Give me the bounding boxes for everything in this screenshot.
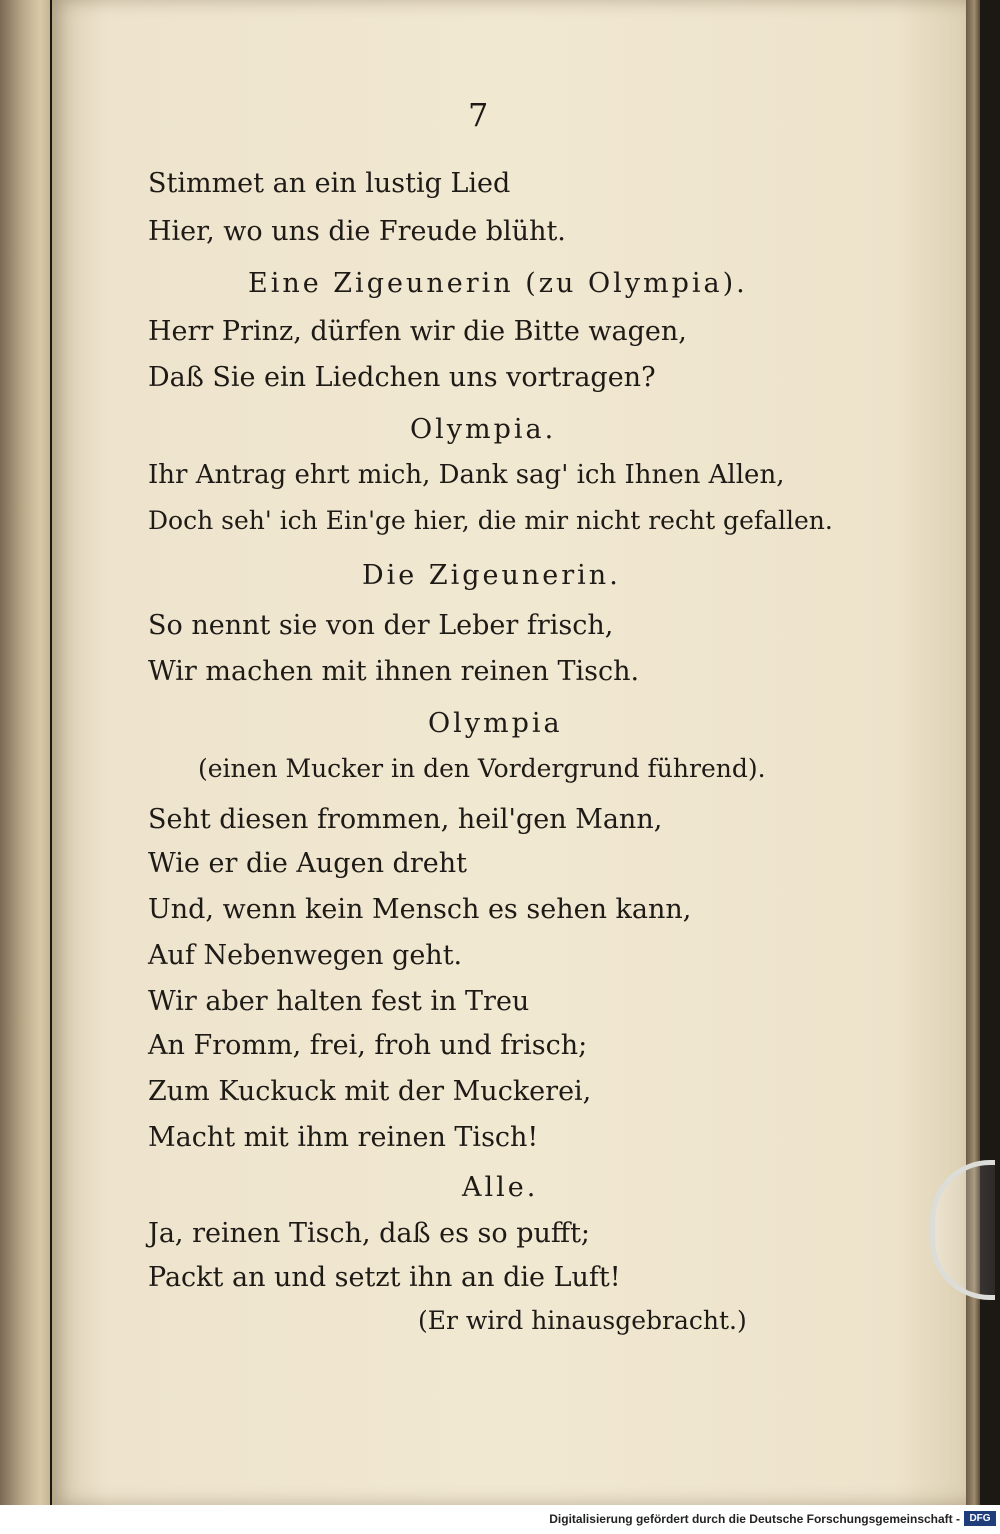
verse-line: Wir machen mit ihnen reinen Tisch. [148, 656, 640, 687]
dfg-logo: DFG [964, 1511, 996, 1526]
verse-line: Hier, wo uns die Freude blüht. [148, 216, 566, 247]
stage-direction: (Er wird hinausgebracht.) [418, 1306, 747, 1335]
stage-direction: (einen Mucker in den Vordergrund führend). [198, 754, 766, 783]
verse-line: Macht mit ihm reinen Tisch! [148, 1122, 539, 1153]
verse-line: Zum Kuckuck mit der Muckerei, [148, 1076, 592, 1107]
verse-line: Packt an und setzt ihn an die Luft! [148, 1262, 621, 1293]
verse-line: Und, wenn kein Mensch es sehen kann, [148, 894, 692, 925]
verse-line: Herr Prinz, dürfen wir die Bitte wagen, [148, 316, 687, 347]
verse-line: Auf Nebenwegen geht. [148, 940, 463, 971]
verse-line: An Fromm, frei, froh und frisch; [148, 1030, 588, 1061]
verse-line: Seht diesen frommen, heil'gen Mann, [148, 804, 663, 835]
verse-line: Wie er die Augen dreht [148, 848, 467, 879]
verse-line: Stimmet an ein lustig Lied [148, 168, 511, 199]
speaker-heading: Olympia. [410, 414, 557, 445]
verse-line: Doch seh' ich Ein'ge hier, die mir nicht recht gefallen. [148, 506, 833, 535]
footer-credit: Digitalisierung gefördert durch die Deutsche Forschungsgemeinschaft - [549, 1512, 960, 1526]
page-number: 7 [468, 96, 489, 134]
speaker-heading: Alle. [462, 1172, 539, 1203]
verse-line: Ihr Antrag ehrt mich, Dank sag' ich Ihnen Allen, [148, 460, 785, 490]
verse-line: Daß Sie ein Liedchen uns vortragen? [148, 362, 656, 393]
speaker-heading: Olympia [428, 708, 563, 739]
verse-line: Wir aber halten fest in Treu [148, 986, 530, 1017]
verse-line: Ja, reinen Tisch, daß es so pufft; [148, 1218, 591, 1249]
left-page-edge [0, 0, 50, 1505]
speaker-heading: Die Zigeunerin. [362, 560, 621, 591]
speaker-heading: Eine Zigeunerin (zu Olympia). [248, 268, 748, 299]
verse-line: So nennt sie von der Leber frisch, [148, 610, 614, 641]
